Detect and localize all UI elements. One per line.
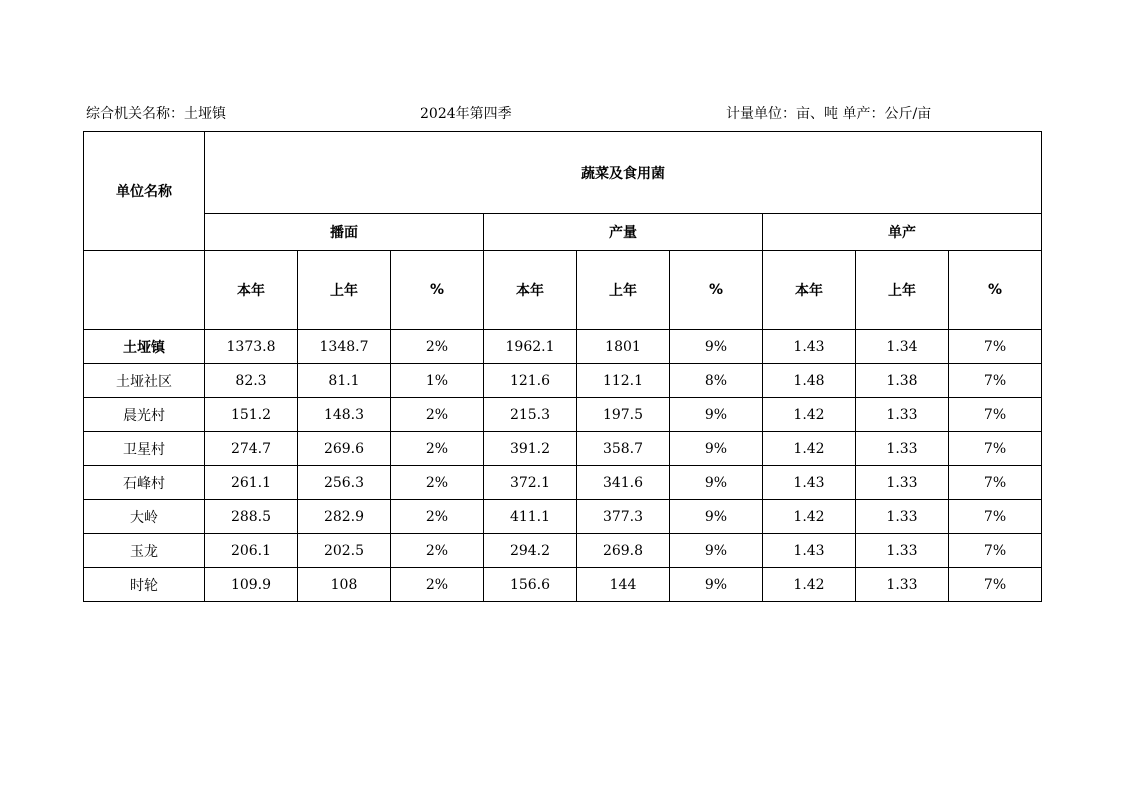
unit-name-header: 单位名称 bbox=[84, 132, 205, 251]
cell-yield-percent: 7% bbox=[949, 568, 1042, 602]
cell-output-last-year: 144 bbox=[577, 568, 670, 602]
table-row bbox=[84, 466, 1042, 500]
cell-output-percent: 9% bbox=[670, 568, 763, 602]
cell-area-percent: 2% bbox=[391, 534, 484, 568]
sub-header-percent: % bbox=[949, 251, 1042, 330]
sub-header-percent: % bbox=[391, 251, 484, 330]
cell-area-last-year: 202.5 bbox=[298, 534, 391, 568]
cell-yield-last-year: 1.33 bbox=[856, 534, 949, 568]
blank-header-cell bbox=[84, 251, 205, 330]
cell-yield-last-year: 1.33 bbox=[856, 398, 949, 432]
cell-yield-this-year: 1.42 bbox=[763, 568, 856, 602]
cell-area-percent: 2% bbox=[391, 500, 484, 534]
cell-yield-this-year: 1.42 bbox=[763, 432, 856, 466]
sub-header-this-year: 本年 bbox=[205, 251, 298, 330]
cell-output-this-year: 121.6 bbox=[484, 364, 577, 398]
cell-area-percent: 2% bbox=[391, 466, 484, 500]
table-row bbox=[84, 568, 1042, 602]
cell-area-last-year: 1348.7 bbox=[298, 330, 391, 364]
row-unit-name: 晨光村 bbox=[84, 398, 205, 432]
cell-yield-this-year: 1.42 bbox=[763, 500, 856, 534]
cell-area-this-year: 1373.8 bbox=[205, 330, 298, 364]
unit-label: 计量单位：亩、吨 单产：公斤/亩 bbox=[726, 106, 932, 122]
cell-yield-last-year: 1.38 bbox=[856, 364, 949, 398]
table-row bbox=[84, 398, 1042, 432]
row-unit-name: 卫星村 bbox=[84, 432, 205, 466]
row-unit-name: 大岭 bbox=[84, 500, 205, 534]
cell-area-last-year: 256.3 bbox=[298, 466, 391, 500]
cell-output-this-year: 411.1 bbox=[484, 500, 577, 534]
cell-output-this-year: 294.2 bbox=[484, 534, 577, 568]
cell-area-last-year: 108 bbox=[298, 568, 391, 602]
row-unit-name: 土垭镇 bbox=[84, 330, 205, 364]
cell-yield-percent: 7% bbox=[949, 364, 1042, 398]
cell-yield-last-year: 1.33 bbox=[856, 500, 949, 534]
sub-header-this-year: 本年 bbox=[763, 251, 856, 330]
vegetable-statistics-table bbox=[83, 131, 1042, 602]
cell-yield-percent: 7% bbox=[949, 398, 1042, 432]
cell-area-last-year: 148.3 bbox=[298, 398, 391, 432]
cell-output-last-year: 112.1 bbox=[577, 364, 670, 398]
cell-yield-percent: 7% bbox=[949, 432, 1042, 466]
cell-output-percent: 9% bbox=[670, 466, 763, 500]
row-unit-name: 时轮 bbox=[84, 568, 205, 602]
cell-output-last-year: 358.7 bbox=[577, 432, 670, 466]
cell-area-this-year: 109.9 bbox=[205, 568, 298, 602]
cell-output-percent: 9% bbox=[670, 432, 763, 466]
cell-area-this-year: 82.3 bbox=[205, 364, 298, 398]
cell-area-last-year: 81.1 bbox=[298, 364, 391, 398]
cell-yield-last-year: 1.33 bbox=[856, 432, 949, 466]
cell-area-percent: 1% bbox=[391, 364, 484, 398]
cell-area-percent: 2% bbox=[391, 330, 484, 364]
cell-yield-last-year: 1.34 bbox=[856, 330, 949, 364]
table-row bbox=[84, 432, 1042, 466]
cell-output-this-year: 372.1 bbox=[484, 466, 577, 500]
cell-output-this-year: 215.3 bbox=[484, 398, 577, 432]
cell-yield-this-year: 1.42 bbox=[763, 398, 856, 432]
cell-yield-percent: 7% bbox=[949, 466, 1042, 500]
table-row bbox=[84, 364, 1042, 398]
row-unit-name: 玉龙 bbox=[84, 534, 205, 568]
cell-output-this-year: 156.6 bbox=[484, 568, 577, 602]
cell-yield-this-year: 1.43 bbox=[763, 534, 856, 568]
cell-output-this-year: 391.2 bbox=[484, 432, 577, 466]
sub-header-last-year: 上年 bbox=[298, 251, 391, 330]
row-unit-name: 土垭社区 bbox=[84, 364, 205, 398]
cell-output-last-year: 377.3 bbox=[577, 500, 670, 534]
cell-output-percent: 8% bbox=[670, 364, 763, 398]
cell-output-percent: 9% bbox=[670, 398, 763, 432]
cell-area-this-year: 151.2 bbox=[205, 398, 298, 432]
cell-output-this-year: 1962.1 bbox=[484, 330, 577, 364]
table-row bbox=[84, 500, 1042, 534]
row-unit-name: 石峰村 bbox=[84, 466, 205, 500]
table-row bbox=[84, 330, 1042, 364]
cell-output-percent: 9% bbox=[670, 330, 763, 364]
cell-output-last-year: 197.5 bbox=[577, 398, 670, 432]
cell-yield-percent: 7% bbox=[949, 330, 1042, 364]
cell-output-last-year: 269.8 bbox=[577, 534, 670, 568]
group-header: 蔬菜及食用菌 bbox=[205, 132, 1042, 214]
sub-header-last-year: 上年 bbox=[856, 251, 949, 330]
cell-yield-this-year: 1.43 bbox=[763, 466, 856, 500]
cell-output-percent: 9% bbox=[670, 500, 763, 534]
sub-header-this-year: 本年 bbox=[484, 251, 577, 330]
cell-output-last-year: 1801 bbox=[577, 330, 670, 364]
cell-area-percent: 2% bbox=[391, 568, 484, 602]
org-name-label: 综合机关名称：土垭镇 bbox=[86, 106, 226, 122]
cell-area-this-year: 261.1 bbox=[205, 466, 298, 500]
cell-area-this-year: 206.1 bbox=[205, 534, 298, 568]
cell-area-percent: 2% bbox=[391, 432, 484, 466]
metric-header-output: 产量 bbox=[484, 214, 763, 251]
cell-output-percent: 9% bbox=[670, 534, 763, 568]
cell-area-this-year: 288.5 bbox=[205, 500, 298, 534]
cell-yield-last-year: 1.33 bbox=[856, 568, 949, 602]
cell-yield-last-year: 1.33 bbox=[856, 466, 949, 500]
cell-yield-this-year: 1.43 bbox=[763, 330, 856, 364]
metric-header-area: 播面 bbox=[205, 214, 484, 251]
table-row bbox=[84, 534, 1042, 568]
cell-yield-percent: 7% bbox=[949, 500, 1042, 534]
cell-yield-percent: 7% bbox=[949, 534, 1042, 568]
cell-output-last-year: 341.6 bbox=[577, 466, 670, 500]
cell-area-percent: 2% bbox=[391, 398, 484, 432]
cell-yield-this-year: 1.48 bbox=[763, 364, 856, 398]
sub-header-last-year: 上年 bbox=[577, 251, 670, 330]
cell-area-this-year: 274.7 bbox=[205, 432, 298, 466]
cell-area-last-year: 282.9 bbox=[298, 500, 391, 534]
cell-area-last-year: 269.6 bbox=[298, 432, 391, 466]
report-period: 2024年第四季 bbox=[420, 106, 512, 122]
metric-header-yield: 单产 bbox=[763, 214, 1042, 251]
sub-header-percent: % bbox=[670, 251, 763, 330]
